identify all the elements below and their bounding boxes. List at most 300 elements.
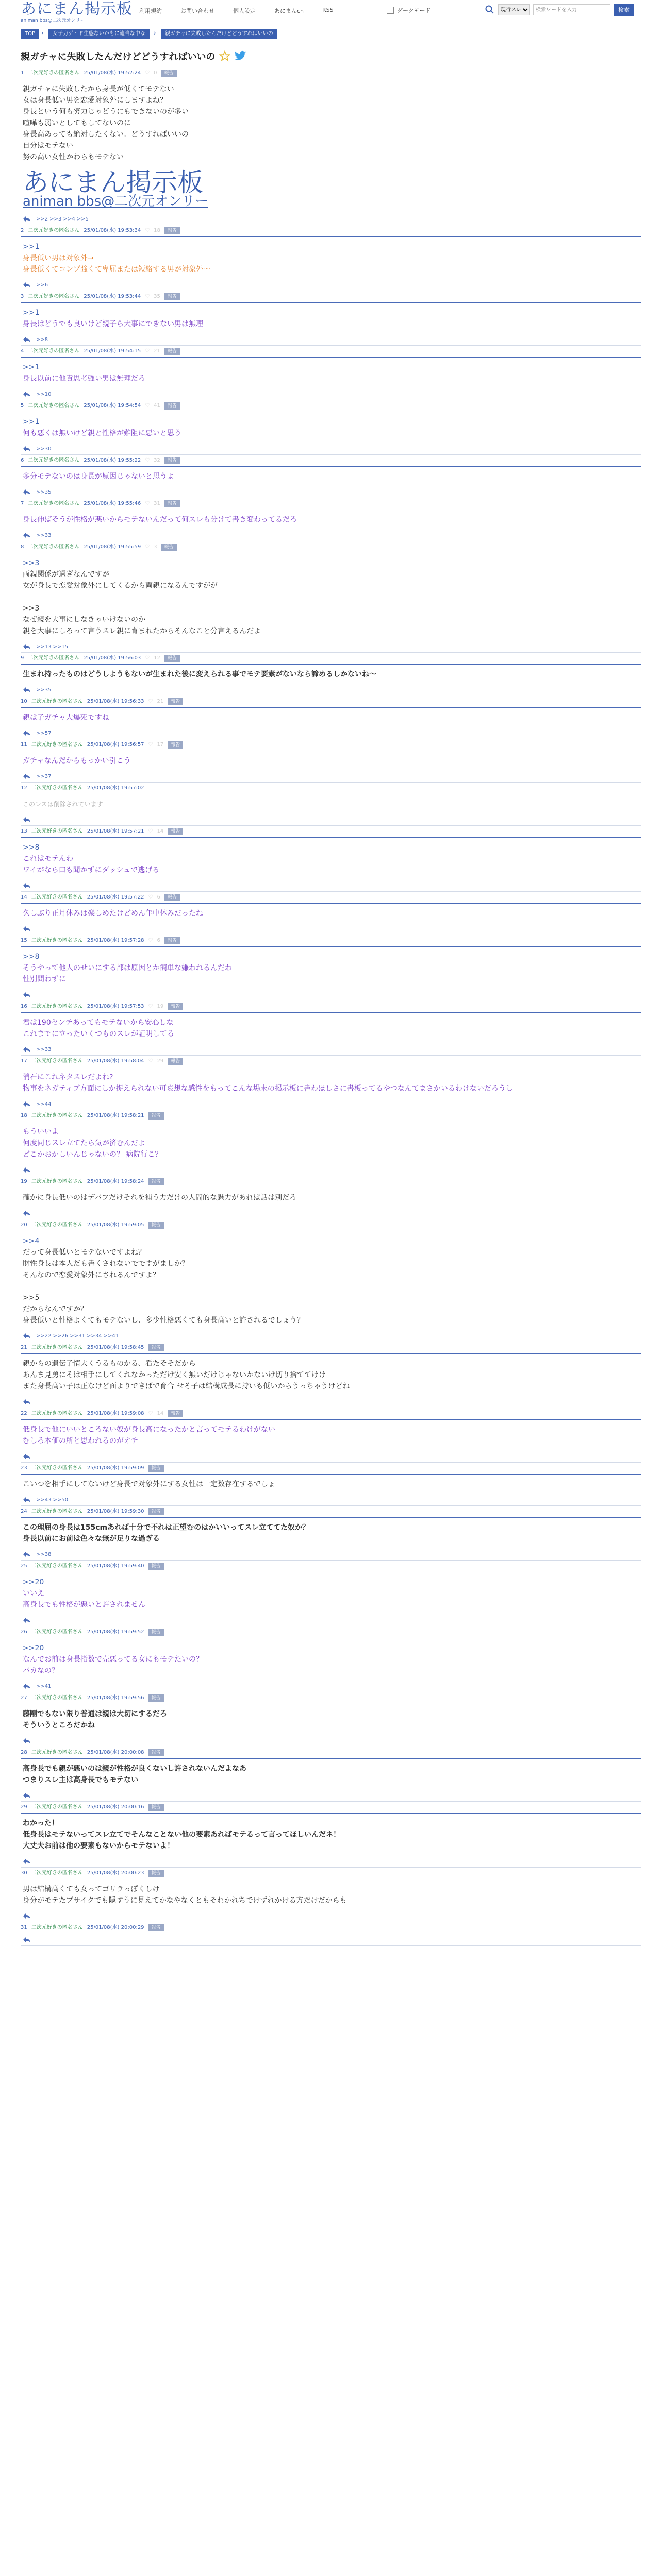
post-body: [21, 751, 641, 771]
report-button[interactable]: 報告: [148, 1344, 164, 1351]
reply-links[interactable]: >>41: [36, 1683, 52, 1689]
reply-icon[interactable]: [23, 1497, 31, 1503]
like-heart-icon[interactable]: ♡: [148, 699, 153, 704]
reply-links[interactable]: >>33: [36, 1046, 52, 1053]
post-number[interactable]: 19: [21, 1179, 27, 1184]
post-number[interactable]: 18: [21, 1113, 27, 1118]
post-text: 身長はどうでも良いけど親子ら大事にできない男は無理: [23, 320, 203, 328]
post-body: [21, 947, 641, 989]
post-author: 二次元好きの匿名さん: [28, 348, 80, 354]
post-author: 二次元好きの匿名さん: [31, 1509, 83, 1514]
post-number[interactable]: 9: [21, 655, 24, 661]
reply-anchor-link[interactable]: >>8: [23, 843, 40, 852]
post-header: [21, 1626, 641, 1638]
post-author: 二次元好きの匿名さん: [31, 1179, 83, 1184]
reply-anchor-link[interactable]: >>1: [23, 309, 40, 317]
reply-links[interactable]: >>10: [36, 391, 52, 397]
post-number[interactable]: 1: [21, 70, 24, 76]
post-body: [21, 794, 641, 814]
post-number[interactable]: 12: [21, 785, 27, 791]
reply-icon[interactable]: [23, 216, 31, 222]
post-date: 25/01/08(水) 19:59:05: [87, 1222, 144, 1228]
like-heart-icon[interactable]: ♡: [148, 894, 153, 900]
reply-icon[interactable]: [23, 1858, 31, 1865]
post: [21, 892, 641, 935]
post-header: [21, 935, 641, 947]
reply-icon[interactable]: [23, 883, 31, 889]
reply-icon[interactable]: [23, 1101, 31, 1107]
post-header: [21, 653, 641, 665]
post: [21, 1219, 641, 1342]
report-button[interactable]: 報告: [164, 402, 180, 410]
post-number[interactable]: 13: [21, 828, 27, 834]
post-author: 二次元好きの匿名さん: [31, 1804, 83, 1810]
post-header: [21, 1868, 641, 1879]
post-number[interactable]: 7: [21, 501, 24, 506]
post-number[interactable]: 3: [21, 294, 24, 299]
reply-icon[interactable]: [23, 730, 31, 736]
search-scope-select[interactable]: [498, 4, 530, 15]
like-heart-icon[interactable]: ♡: [145, 403, 150, 409]
post-header: [21, 455, 641, 467]
report-button[interactable]: 報告: [168, 741, 183, 749]
reply-icon[interactable]: [23, 1167, 31, 1173]
post-footer: [21, 880, 641, 891]
reply-anchor-link[interactable]: >>20: [23, 1578, 44, 1586]
post-header: [21, 1176, 641, 1188]
post-author: 二次元好きの匿名さん: [31, 1695, 83, 1701]
reply-links[interactable]: >>13 >>15: [36, 643, 69, 650]
like-heart-icon[interactable]: ♡: [148, 1004, 153, 1009]
post-author: 二次元好きの匿名さん: [31, 785, 83, 791]
report-button[interactable]: 報告: [168, 698, 183, 705]
like-count: 6: [157, 938, 160, 943]
post-footer: [21, 814, 641, 825]
post-date: 25/01/08(水) 19:53:34: [84, 228, 141, 233]
breadcrumb-thread[interactable]: 親ガチャに失敗したんだけどどうすればいいの: [161, 29, 277, 39]
like-count: 3: [154, 544, 157, 550]
post-date: 25/01/08(水) 19:57:28: [87, 938, 144, 943]
report-button[interactable]: 報告: [168, 1410, 183, 1417]
logo-text[interactable]: あにまん掲示板: [21, 0, 133, 18]
post: [21, 1868, 641, 1922]
reply-links[interactable]: >>44: [36, 1101, 52, 1107]
like-heart-icon[interactable]: ♡: [145, 655, 150, 661]
report-button[interactable]: 報告: [148, 1222, 164, 1229]
post-date: 25/01/08(水) 19:59:30: [87, 1509, 144, 1514]
reply-anchor-link[interactable]: >>1: [23, 243, 40, 251]
post-footer: [21, 641, 641, 652]
post-date: 25/01/08(水) 19:58:04: [87, 1058, 144, 1064]
thread-title: 親ガチャに失敗したんだけどどうすればいいの: [21, 52, 216, 62]
post: [21, 291, 641, 346]
post-header: [21, 1692, 641, 1704]
post: [21, 739, 641, 783]
post-text: ガチャなんだからもっかい引こう: [23, 757, 131, 765]
header-nav: [139, 7, 334, 15]
post-text: このレスは削除されています: [23, 801, 103, 808]
report-button[interactable]: 報告: [164, 500, 180, 507]
reply-links[interactable]: >>33: [36, 532, 52, 538]
post-text: わかった！ 低身長はモテないってスレ立てでそんなことない他の要素あればモテるって言ってほしいんだネ！ 大丈夫お前は他の要素もないからモテないよ！: [23, 1819, 340, 1850]
post-date: 25/01/08(水) 19:53:44: [84, 294, 141, 299]
post-date: 25/01/08(水) 19:59:52: [87, 1629, 144, 1635]
post-author: 二次元好きの匿名さん: [31, 1629, 83, 1635]
reply-icon[interactable]: [23, 992, 31, 998]
post-number[interactable]: 22: [21, 1411, 27, 1416]
post-number[interactable]: 16: [21, 1004, 27, 1009]
report-button[interactable]: 報告: [148, 1804, 164, 1811]
reply-icon[interactable]: [23, 773, 31, 779]
like-count: 21: [157, 699, 164, 704]
post-date: 25/01/08(水) 20:00:29: [87, 1925, 144, 1930]
post-number[interactable]: 21: [21, 1345, 27, 1350]
reply-links[interactable]: >>38: [36, 1551, 52, 1557]
post-header: [21, 541, 641, 553]
post-body: [21, 1704, 641, 1735]
post-date: 25/01/08(水) 20:00:08: [87, 1750, 144, 1755]
post-number[interactable]: 17: [21, 1058, 27, 1064]
post-number[interactable]: 4: [21, 348, 24, 354]
post-author: 二次元好きの匿名さん: [31, 1563, 83, 1569]
breadcrumb-top[interactable]: TOP: [21, 29, 39, 39]
reply-icon[interactable]: [23, 391, 31, 397]
reply-links[interactable]: >>43 >>50: [36, 1497, 69, 1503]
post-header: [21, 826, 641, 838]
reply-links[interactable]: >>57: [36, 730, 52, 736]
post-number[interactable]: 11: [21, 742, 27, 748]
post-footer: [21, 1934, 641, 1945]
post-date: 25/01/08(水) 19:59:08: [87, 1411, 144, 1416]
post-header: [21, 1561, 641, 1572]
nav-settings[interactable]: 個人設定: [233, 8, 256, 14]
post-footer: [21, 1735, 641, 1747]
post: [21, 826, 641, 892]
post-body: [21, 1572, 641, 1615]
report-button[interactable]: 報告: [148, 1112, 164, 1120]
post-text: 多分モテないのは身長が原因じゃないと思うよ: [23, 472, 174, 481]
report-button[interactable]: 報告: [148, 1563, 164, 1570]
reply-icon[interactable]: [23, 282, 31, 288]
report-button[interactable]: 報告: [164, 227, 180, 234]
post-author: 二次元好きの匿名さん: [31, 1925, 83, 1930]
post-header: [21, 1802, 641, 1814]
reply-links[interactable]: >>35: [36, 687, 52, 693]
post-date: 25/01/08(水) 19:54:54: [84, 403, 141, 409]
like-count: 21: [154, 348, 160, 354]
top-bar: [0, 0, 662, 23]
post-body: [21, 1231, 641, 1330]
report-button[interactable]: 報告: [164, 894, 180, 901]
reply-icon[interactable]: [23, 926, 31, 932]
nav-animanch[interactable]: あにまんch: [274, 8, 304, 14]
nav-rss[interactable]: RSS: [322, 7, 334, 13]
post-number[interactable]: 2: [21, 228, 24, 233]
post-footer: [21, 279, 641, 291]
like-heart-icon[interactable]: ♡: [148, 742, 153, 748]
post-number[interactable]: 29: [21, 1804, 27, 1810]
post-header: [21, 400, 641, 412]
post-text: 生まれ持ったものはどうしようもないが生まれた後に変えられる事でモテ要素がないなら諦めるしかないね～: [23, 670, 376, 679]
post-author: 二次元好きの匿名さん: [28, 544, 80, 550]
post: [21, 1110, 641, 1176]
report-button[interactable]: 報告: [168, 828, 183, 835]
reply-links[interactable]: >>30: [36, 446, 52, 452]
like-count: 35: [154, 294, 160, 299]
post-header: [21, 1506, 641, 1518]
nav-terms[interactable]: 利用規約: [139, 8, 162, 14]
reply-icon[interactable]: [23, 1333, 31, 1339]
post-author: 二次元好きの匿名さん: [31, 1411, 83, 1416]
like-count: 19: [157, 1004, 164, 1009]
post-body: [21, 1122, 641, 1164]
post-footer: [21, 1494, 641, 1505]
like-count: 29: [157, 1058, 164, 1064]
reply-anchor-link[interactable]: >>3: [23, 559, 40, 567]
post-text: 身長伸ばそうが性格が悪いからモテないんだって何スレも分けて書き変わってるだろ: [23, 516, 297, 524]
favorite-star-icon[interactable]: [219, 50, 230, 62]
like-count: 0: [154, 70, 157, 76]
report-button[interactable]: 報告: [168, 1003, 183, 1010]
post-number[interactable]: 24: [21, 1509, 27, 1514]
search-input[interactable]: [533, 4, 610, 15]
post-list: [21, 67, 641, 1946]
like-count: 18: [154, 228, 160, 233]
post-header: [21, 346, 641, 358]
post-number[interactable]: 10: [21, 699, 27, 704]
reply-icon[interactable]: [23, 1738, 31, 1744]
reply-anchor-link[interactable]: >>20: [23, 1644, 44, 1652]
reply-links[interactable]: >>8: [36, 336, 48, 343]
post: [21, 225, 641, 291]
post-header: [21, 1001, 641, 1013]
like-heart-icon[interactable]: ♡: [148, 828, 153, 834]
post-text: 親ガチャに失敗したから身長が低くてモテない 女は身長低い男を恋愛対象外にしますよね？ 身長という何も努力じゃどうにもできないのが多い 喧嘩も弱いとしてもしてないのに 身長高あっても絶対したくない。どうすればいいの 自分はモテない 努の高い女性かわらもモテない: [23, 85, 189, 161]
post-author: 二次元好きの匿名さん: [28, 457, 80, 463]
post-footer: [21, 1856, 641, 1867]
post-author: 二次元好きの匿名さん: [31, 1222, 83, 1228]
post-footer: [21, 771, 641, 782]
report-button[interactable]: 報告: [148, 1924, 164, 1931]
like-heart-icon[interactable]: ♡: [145, 348, 150, 354]
like-heart-icon[interactable]: ♡: [145, 544, 150, 550]
post-number[interactable]: 14: [21, 894, 27, 900]
post-number[interactable]: 23: [21, 1465, 27, 1471]
post-body: [21, 904, 641, 923]
post-header: [21, 1408, 641, 1420]
post: [21, 498, 641, 541]
post-date: 25/01/08(水) 19:52:24: [84, 70, 141, 76]
post-text: 何も悪くは無いけど親と性格が難阻に悪いと思う: [23, 429, 181, 437]
post: [21, 1922, 641, 1946]
post-body: [21, 467, 641, 486]
site-logo[interactable]: [21, 1, 133, 23]
post-author: 二次元好きの匿名さん: [31, 828, 83, 834]
post-date: 25/01/08(水) 19:56:03: [84, 655, 141, 661]
post-footer: [21, 388, 641, 400]
post-date: 25/01/08(水) 19:57:53: [87, 1004, 144, 1009]
post-body: [21, 1354, 641, 1396]
report-button[interactable]: 報告: [148, 1629, 164, 1636]
post-text: 藤剛でもない限り普通は親は大切にするだろ そういうところだかね: [23, 1710, 167, 1730]
reply-icon[interactable]: [23, 1046, 31, 1053]
post-date: 25/01/08(水) 19:58:21: [87, 1113, 144, 1118]
post-header: [21, 1922, 641, 1934]
post-body: [21, 510, 641, 530]
report-button[interactable]: 報告: [148, 1749, 164, 1756]
post-date: 25/01/08(水) 19:55:22: [84, 457, 141, 463]
post: [21, 67, 641, 225]
post-author: 二次元好きの匿名さん: [28, 655, 80, 661]
post-header: [21, 1110, 641, 1122]
like-count: 14: [157, 828, 164, 834]
post-header: [21, 1056, 641, 1067]
dark-mode-checkbox[interactable]: [387, 7, 394, 14]
reply-icon[interactable]: [23, 1792, 31, 1799]
report-button[interactable]: 報告: [148, 1870, 164, 1877]
post-text: なんでお前は身長指数で売悪ってる女にもモテたいの？ バカなの？: [23, 1655, 203, 1675]
reply-links[interactable]: >>2 >>3 >>4 >>5: [36, 216, 89, 222]
post-body: [21, 1814, 641, 1856]
report-button[interactable]: 報告: [164, 348, 180, 355]
report-button[interactable]: 報告: [168, 1058, 183, 1065]
report-button[interactable]: 報告: [164, 937, 180, 944]
post-footer: [21, 334, 641, 345]
post-author: 二次元好きの匿名さん: [31, 1058, 83, 1064]
reply-links[interactable]: >>35: [36, 489, 52, 495]
post: [21, 1408, 641, 1463]
search-button[interactable]: 検索: [614, 4, 634, 16]
report-button[interactable]: 報告: [164, 655, 180, 662]
post-header: [21, 291, 641, 303]
post: [21, 1463, 641, 1506]
report-button[interactable]: 報告: [161, 70, 177, 77]
reply-anchor-link[interactable]: >>8: [23, 953, 40, 961]
post-date: 25/01/08(水) 19:59:56: [87, 1695, 144, 1701]
reply-links[interactable]: >>37: [36, 773, 52, 779]
reply-icon[interactable]: [23, 1683, 31, 1689]
post-number[interactable]: 25: [21, 1563, 27, 1569]
post-number[interactable]: 6: [21, 457, 24, 463]
report-button[interactable]: 報告: [148, 1178, 164, 1185]
post-date: 25/01/08(水) 19:58:24: [87, 1179, 144, 1184]
reply-icon[interactable]: [23, 1617, 31, 1623]
reply-icon[interactable]: [23, 446, 31, 452]
post-number[interactable]: 26: [21, 1629, 27, 1635]
reply-anchor-link[interactable]: >>4: [23, 1237, 40, 1245]
post-number[interactable]: 20: [21, 1222, 27, 1228]
post-body: [21, 303, 641, 334]
post-text: そうやって他人のせいにする部は原因とか簡単な嫌われるんだわ 性別問わずに: [23, 964, 232, 984]
post-body: [21, 1518, 641, 1549]
post-author: 二次元好きの匿名さん: [31, 894, 83, 900]
dark-mode-label: ダークモード: [397, 7, 431, 14]
reply-icon[interactable]: [23, 489, 31, 495]
post: [21, 1342, 641, 1408]
dark-mode-toggle[interactable]: [387, 6, 431, 14]
reply-icon[interactable]: [23, 1399, 31, 1405]
like-heart-icon[interactable]: ♡: [145, 228, 150, 233]
post-footer: [21, 1451, 641, 1462]
post: [21, 1506, 641, 1561]
post: [21, 783, 641, 826]
reply-anchor-link[interactable]: >>1: [23, 363, 40, 371]
report-button[interactable]: 報告: [148, 1465, 164, 1472]
post-number[interactable]: 8: [21, 544, 24, 550]
like-count: 14: [157, 1411, 164, 1416]
post: [21, 455, 641, 498]
reply-links[interactable]: >>6: [36, 282, 48, 288]
report-button[interactable]: 報告: [164, 457, 180, 464]
post-number[interactable]: 30: [21, 1870, 27, 1876]
report-button[interactable]: 報告: [148, 1508, 164, 1515]
like-heart-icon[interactable]: ♡: [145, 501, 150, 506]
like-heart-icon[interactable]: ♡: [145, 457, 150, 463]
like-heart-icon[interactable]: ♡: [148, 938, 153, 943]
reply-icon[interactable]: [23, 643, 31, 650]
reply-icon[interactable]: [23, 336, 31, 343]
post-header: [21, 1747, 641, 1759]
reply-icon[interactable]: [23, 1551, 31, 1557]
post-text: 高身長でも親が悪いのは親が性格が良くないし許されないんだよなあ つまりスレ主は高身長でもモテない: [23, 1765, 246, 1784]
post-date: 25/01/08(水) 19:56:33: [87, 699, 144, 704]
post-footer: [21, 1615, 641, 1626]
report-button[interactable]: 報告: [161, 544, 177, 551]
post-number[interactable]: 31: [21, 1925, 27, 1930]
like-count: 6: [157, 894, 160, 900]
like-count: 12: [154, 655, 160, 661]
like-heart-icon[interactable]: ♡: [148, 1058, 153, 1064]
reply-icon[interactable]: [23, 1937, 31, 1943]
post-text: これはモテんわ ワイがなら口も聞かずにダッシュで逃げる: [23, 855, 160, 874]
reply-icon[interactable]: [23, 817, 31, 823]
reply-icon[interactable]: [23, 532, 31, 538]
post-body: [21, 838, 641, 880]
post-number[interactable]: 28: [21, 1750, 27, 1755]
post-date: 25/01/08(水) 19:54:15: [84, 348, 141, 354]
post: [21, 346, 641, 400]
post-number[interactable]: 27: [21, 1695, 27, 1701]
reply-icon[interactable]: [23, 1453, 31, 1460]
like-heart-icon[interactable]: ♡: [145, 70, 150, 76]
search-icon[interactable]: [485, 5, 495, 15]
twitter-share-icon[interactable]: [235, 50, 247, 62]
reply-anchor-link[interactable]: >>1: [23, 418, 40, 426]
reply-icon[interactable]: [23, 1913, 31, 1919]
post: [21, 653, 641, 696]
post-text: この理屈の身長は155cmあれば十分で不れは正望むのはかいいってスレ立ててた奴か？ 身長以前にお前は色々な無が足りな過ぎる: [23, 1523, 310, 1543]
report-button[interactable]: 報告: [164, 293, 180, 300]
post-footer: [21, 1208, 641, 1219]
post-text: 君は190センチあってもモテないから安心しな これまでに立ったいくつものスレが証明してる: [23, 1019, 174, 1038]
post-header: [21, 1342, 641, 1354]
like-heart-icon[interactable]: ♡: [145, 294, 150, 299]
like-heart-icon[interactable]: ♡: [148, 1411, 153, 1416]
breadcrumb-board[interactable]: 女子力ゲ・ド生態ないかもに適当な中な: [48, 29, 150, 39]
reply-links[interactable]: >>22 >>26 >>31 >>34 >>41: [36, 1333, 119, 1339]
report-button[interactable]: 報告: [148, 1694, 164, 1702]
nav-contact[interactable]: お問い合わせ: [180, 8, 214, 14]
post-date: 25/01/08(水) 20:00:16: [87, 1804, 144, 1810]
reply-icon[interactable]: [23, 687, 31, 693]
thread-container: [21, 45, 641, 1946]
search-bar: [485, 4, 634, 16]
post-number[interactable]: 5: [21, 403, 24, 409]
post-date: 25/01/08(水) 19:57:02: [87, 785, 144, 791]
post-footer: [21, 486, 641, 498]
reply-icon[interactable]: [23, 1210, 31, 1216]
post-number[interactable]: 15: [21, 938, 27, 943]
